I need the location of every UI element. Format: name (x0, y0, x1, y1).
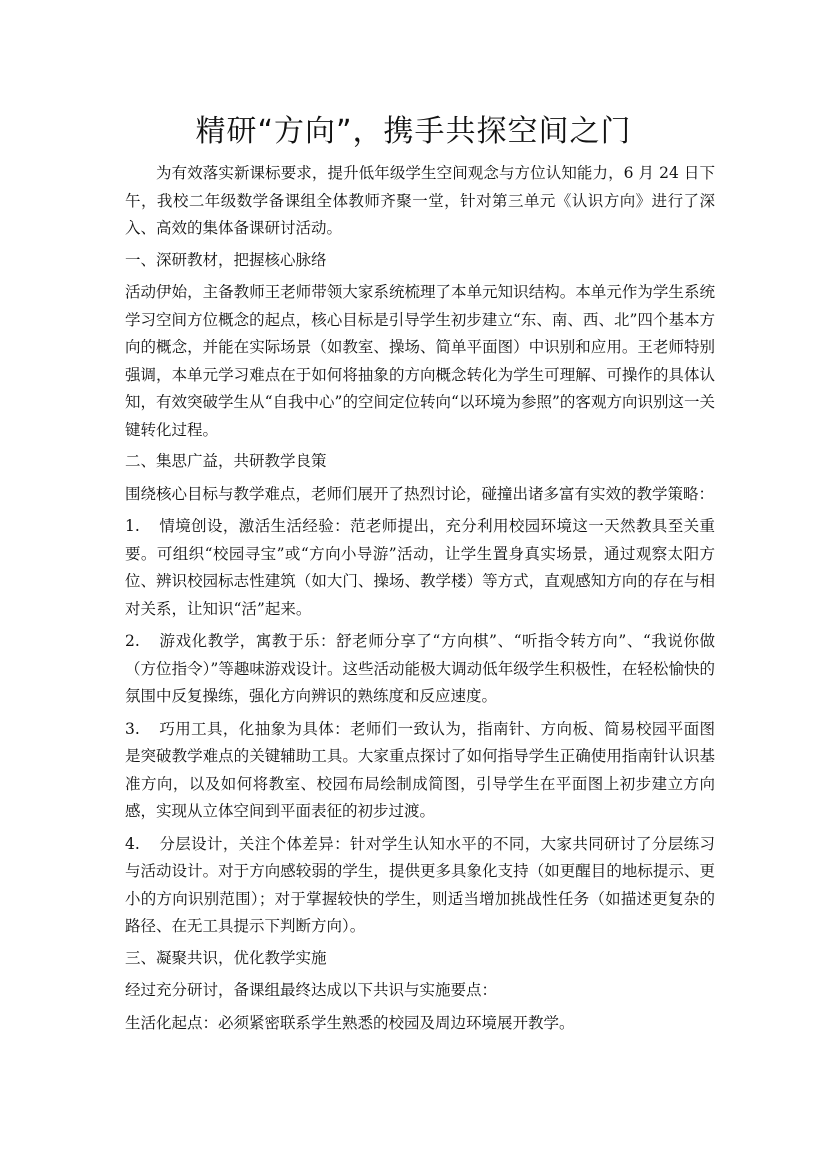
item-number: 2. (125, 632, 140, 650)
intro-paragraph: 为有效落实新课标要求，提升低年级学生空间观念与方位认知能力，6 月 24 日下午，我校二年级数学备课组全体教师齐聚一堂，针对第三单元《认识方向》进行了深入、高效的集体备课研讨活动。 (125, 164, 715, 237)
section-2-paragraph: 围绕核心目标与教学难点，老师们展开了热烈讨论，碰撞出诸多富有实效的教学策略： (125, 484, 715, 503)
item-number: 1. (125, 517, 140, 535)
item-text: 巧用工具，化抽象为具体：老师们一致认为，指南针、方向板、简易校园平面图是突破教学难点的关键辅助工具。大家重点探讨了如何指导学生正确使用指南针认识基准方向，以及如何将教室、校园布局绘制成简图，引导学生在平面图上初步建立方向感，实现从立体空间到平面表征的初步过渡。 (125, 719, 715, 820)
strategy-item-4 (125, 831, 715, 941)
strategy-item-2 (125, 628, 715, 711)
strategy-item-1 (125, 513, 715, 623)
section-1-paragraph: 活动伊始，主备教师王老师带领大家系统梳理了本单元知识结构。本单元作为学生系统学习空间方位概念的起点，核心目标是引导学生初步建立“东、南、西、北”四个基本方向的概念，并能在实际场景（如教室、操场、简单平面图）中识别和应用。王老师特别强调，本单元学习难点在于如何将抽象的方向概念转化为学生可理解、可操作的具体认知，有效突破学生从“自我中心”的空间定位转向“以环境为参照”的客观方向识别这一关键转化过程。 (125, 283, 715, 439)
section-3-paragraph: 经过充分研讨，备课组最终达成以下共识与实施要点： (125, 981, 498, 999)
document-body (125, 160, 715, 1037)
section-3-heading: 三、凝聚共识，优化教学实施 (125, 948, 327, 967)
document-title: 精研“方向”，携手共探空间之门 (195, 114, 632, 149)
section-2-heading: 二、集思广益，共研教学良策 (125, 452, 327, 470)
item-number: 3. (125, 719, 140, 738)
item-text: 分层设计，关注个体差异：针对学生认知水平的不同，大家共同研讨了分层练习与活动设计。对于方向感较弱的学生，提供更多具象化支持（如更醒目的地标提示、更小的方向识别范围）；对于掌握较快的学生，则适当增加挑战性任务（如描述更复杂的路径、在无工具提示下判断方向）。 (125, 834, 715, 935)
section-1-heading: 一、深研教材，把握核心脉络 (125, 250, 327, 269)
strategy-item-3 (125, 716, 715, 826)
section-3-point-1: 生活化起点：必须紧密联系学生熟悉的校园及周边环境展开教学。 (125, 1013, 575, 1032)
item-number: 4. (125, 834, 140, 853)
item-text: 游戏化教学，寓教于乐：舒老师分享了“方向棋”、“听指令转方向”、“我说你做（方位指令）”等趣味游戏设计。这些活动能极大调动低年级学生积极性，在轻松愉快的氛围中反复操练，强化方向辨识的熟练度和反应速度。 (125, 632, 715, 705)
item-text: 情境创设，激活生活经验：范老师提出，充分利用校园环境这一天然教具至关重要。可组织“校园寻宝”或“方向小导游”活动，让学生置身真实场景，通过观察太阳方位、辨识校园标志性建筑（如大门、操场、教学楼）等方式，直观感知方向的存在与相对关系，让知识“活”起来。 (125, 517, 715, 618)
